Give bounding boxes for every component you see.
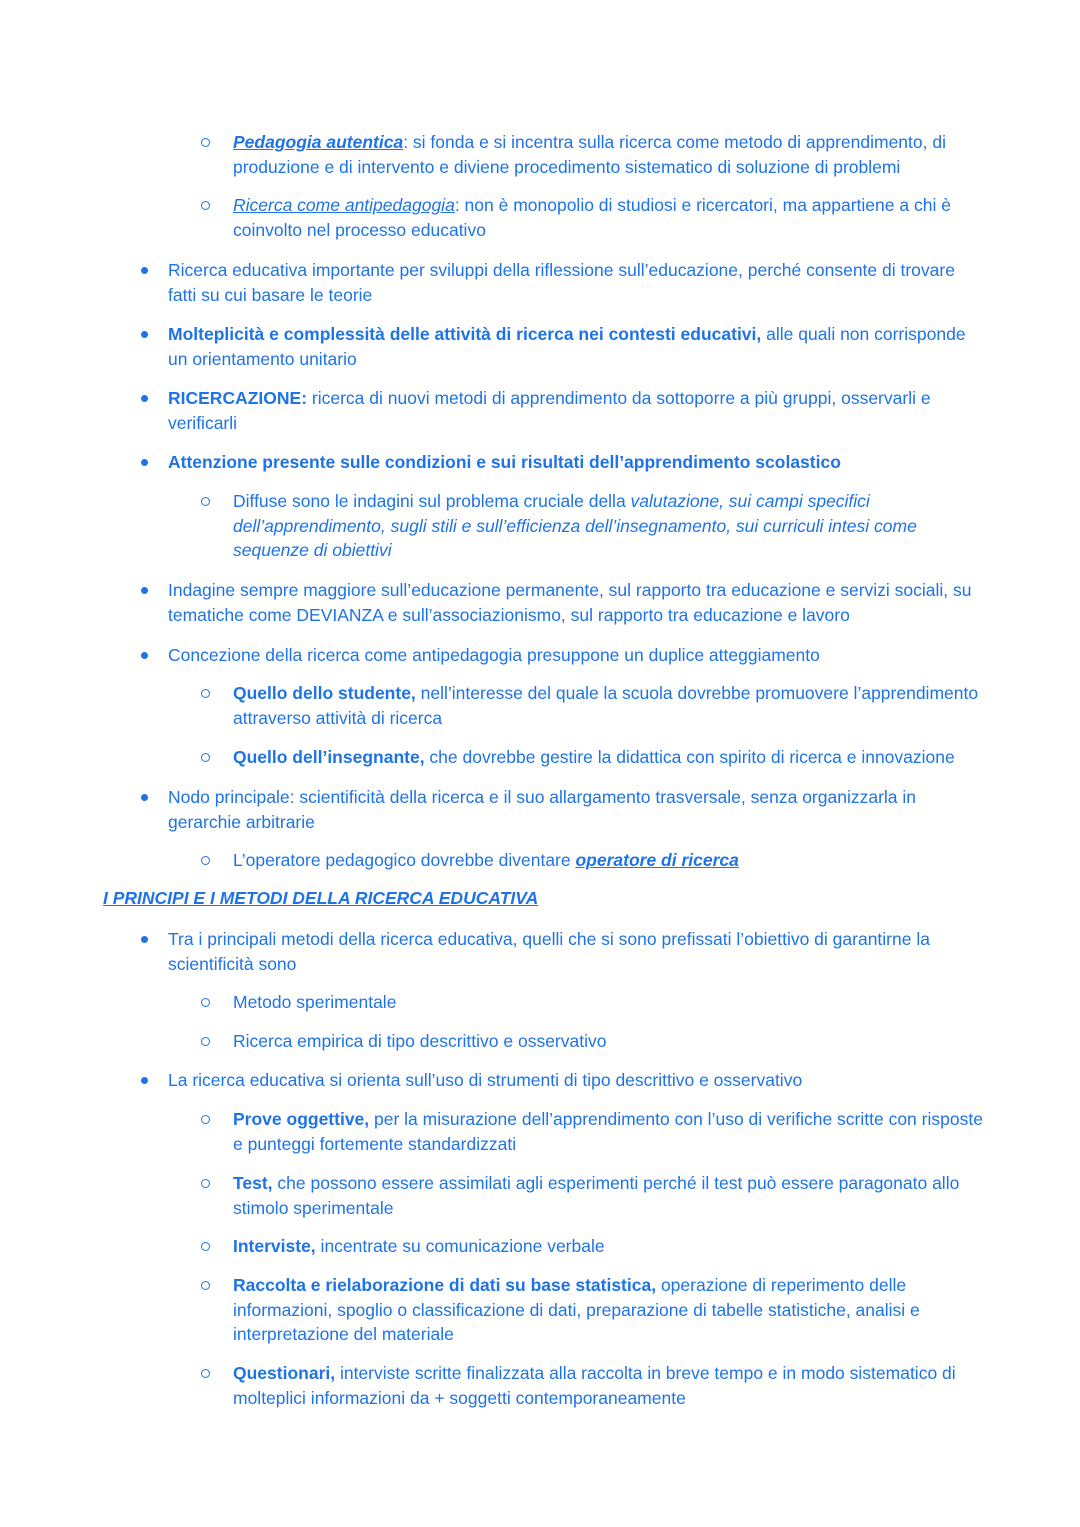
sub-bullet-marker xyxy=(201,1037,210,1046)
sub-bullet-marker xyxy=(201,856,210,865)
term-link: Pedagogia autentica xyxy=(233,132,404,152)
sub-bullet-marker xyxy=(201,1115,210,1124)
list-item: Indagine sempre maggiore sull’educazione permanente, sul rapporto tra educazione e servizi sociali, su tematiche come DEVIANZA e sull’associazionismo, sul rapporto tra educazione e lavoro xyxy=(168,580,972,625)
list-item: Interviste, incentrate su comunicazione verbale xyxy=(233,1236,605,1256)
sub-bullet-marker xyxy=(201,1179,210,1188)
sub-bullet-marker xyxy=(201,1242,210,1251)
bullet-marker xyxy=(141,587,148,594)
sub-bullet-marker xyxy=(201,753,210,762)
list-item: Ricerca educativa importante per sviluppi della riflessione sull’educazione, perché consente di trovare fatti su cui basare le teorie xyxy=(168,260,955,305)
term-link: operatore di ricerca xyxy=(575,850,739,870)
list-item: Tra i principali metodi della ricerca educativa, quelli che si sono prefissati l’obiettivo di garantirne la scientificità sono xyxy=(168,929,930,974)
sub-bullet-marker xyxy=(201,689,210,698)
list-item: Concezione della ricerca come antipedagogia presuppone un duplice atteggiamento xyxy=(168,645,820,665)
list-item: Molteplicità e complessità delle attività di ricerca nei contesti educativi, alle quali non corrisponde un orientamento unitario xyxy=(168,324,966,369)
sub-bullet-marker xyxy=(201,1281,210,1290)
list-item: Diffuse sono le indagini sul problema cruciale della valutazione, sui campi specifici dell’apprendimento, sugli stili e sull’efficienza dell’insegnamento, sui curriculi intesi come sequenze di obiettivi xyxy=(233,491,917,560)
section-heading: I PRINCIPI E I METODI DELLA RICERCA EDUCATIVA xyxy=(103,888,539,908)
list-item: RICERCAZIONE: ricerca di nuovi metodi di apprendimento da sottoporre a più gruppi, osservarli e verificarli xyxy=(168,388,931,433)
list-item: L’operatore pedagogico dovrebbe diventare operatore di ricerca xyxy=(233,850,739,870)
sub-bullet-marker xyxy=(201,998,210,1007)
bullet-marker xyxy=(141,459,148,466)
bullet-marker xyxy=(141,794,148,801)
sub-bullet-marker xyxy=(201,1369,210,1378)
list-item: Attenzione presente sulle condizioni e sui risultati dell’apprendimento scolastico xyxy=(168,452,841,472)
sub-bullet-marker xyxy=(201,201,210,210)
list-item: Pedagogia autentica: si fonda e si incentra sulla ricerca come metodo di apprendimento, di produzione e di intervento e diviene procedimento sistematico di soluzione di problemi xyxy=(233,132,946,177)
list-item: Questionari, interviste scritte finalizzata alla raccolta in breve tempo e in modo sistematico di molteplici informazioni da + soggetti contemporaneamente xyxy=(233,1363,956,1408)
list-item: Raccolta e rielaborazione di dati su base statistica, operazione di reperimento delle informazioni, spoglio o classificazione di dati, preparazione di tabelle statistiche, analisi e interpretazione del materiale xyxy=(233,1275,920,1344)
bullet-marker xyxy=(141,331,148,338)
list-item: Prove oggettive, per la misurazione dell’apprendimento con l’uso di verifiche scritte con risposte e punteggi fortemente standardizzati xyxy=(233,1109,983,1154)
sub-bullet-marker xyxy=(201,497,210,506)
sub-bullet-marker xyxy=(201,138,210,147)
term-link: Ricerca come antipedagogia xyxy=(233,195,455,215)
list-item: Nodo principale: scientificità della ricerca e il suo allargamento trasversale, senza organizzarla in gerarchie arbitrarie xyxy=(168,787,917,832)
bullet-marker xyxy=(141,652,148,659)
list-item: Quello dell’insegnante, che dovrebbe gestire la didattica con spirito di ricerca e innovazione xyxy=(233,747,955,767)
bullet-marker xyxy=(141,395,148,402)
list-item: Quello dello studente, nell’interesse del quale la scuola dovrebbe promuovere l’apprendimento attraverso attività di ricerca xyxy=(233,683,979,728)
list-item: Test, che possono essere assimilati agli esperimenti perché il test può essere paragonato allo stimolo sperimentale xyxy=(233,1173,960,1218)
list-item: La ricerca educativa si orienta sull’uso di strumenti di tipo descrittivo e osservativo xyxy=(168,1070,803,1090)
bullet-marker xyxy=(141,1077,148,1084)
list-item: Ricerca come antipedagogia: non è monopolio di studiosi e ricercatori, ma appartiene a chi è coinvolto nel processo educativo xyxy=(233,195,951,240)
list-item: Metodo sperimentale xyxy=(233,992,397,1012)
bullet-marker xyxy=(141,267,148,274)
list-item: Ricerca empirica di tipo descrittivo e osservativo xyxy=(233,1031,607,1051)
bullet-marker xyxy=(141,936,148,943)
